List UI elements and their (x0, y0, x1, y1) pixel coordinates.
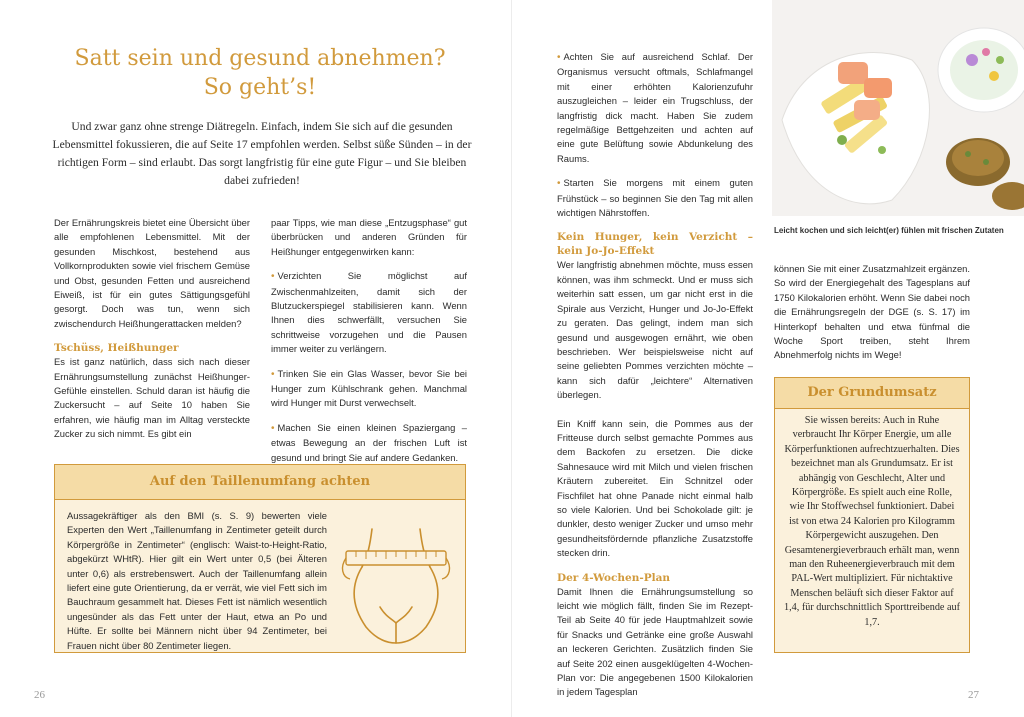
bullet-text: Machen Sie einen kleinen Spaziergang – etwas Bewegung an der frischen Luft ist gesund und bringt Sie auf andere Gedanken. (271, 421, 467, 463)
paragraph: paar Tipps, wie man diese „Entzugsphase“ gut überbrücken und anderen Gründen für Heißhunger entgegenwirken kann: (271, 217, 467, 257)
box-text: Sie wissen bereits: Auch in Ruhe verbraucht Ihr Körper Energie, um alle Körperfunktionen aufrechtzuerhalten. Dies bezeichnet man als Grundumsatz. Er ist abhängig von Geschlecht, Alter und Körpergröße. Es spielt auch eine Rolle, wie Ihr Stoffwechsel funktioniert. Dabei ist von etwa 24 Kalorien pro Kilogramm Körpergewicht auszugehen. Den Gesamtenergieverbrauch erhält man, wenn man den Ruheenergieverbrauch mit dem PAL-Wert multipliziert. Für nichtaktive Menschen beläuft sich dieser Faktor auf 1,4, für durchschnittlich Sporttreibende auf 1,7. (784, 415, 960, 628)
photo-caption: Leicht kochen und sich leicht(er) fühlen mit frischen Zutaten (774, 226, 1004, 235)
intro-paragraph: Und zwar ganz ohne strenge Diätregeln. Einfach, indem Sie sich auf die gesunden Lebensmittel fokussieren, die auf Seite 17 empfohlen werden. Selbst süße Sünden – in der richtigen Form – sind erlaubt. Das sorgt langfristig für eine gute Figur – und Sie bleiben dabei zufrieden! (52, 120, 472, 187)
bullet-item (557, 176, 753, 220)
right-column-2 (774, 262, 970, 373)
bullet-text: Starten Sie morgens mit einem guten Frühstück – so beginnen Sie den Tag mit allen wichtigen Nährstoffen. (557, 177, 753, 219)
box-text: Aussagekräftiger als den BMI (s. S. 9) bewerten viele Experten den Wert „Taillenumfang in Zentimeter geteilt durch Körpergröße in Zentimeter“ (englisch: Waist-to-Height-Ratio, abgekürzt WHtR). Hier gilt ein Wert unter 0,5 (bei Älteren unter 0,6) als erstrebenswert. Auch der Taillenumfang allein liefert eine gute Orientierung, da er verrät, wie viel Fett sich im Bauchraum gesammelt hat. Dieses Fett ist nämlich wesentlich ungesünder als das Fett unter der Haut, etwa an Po und Hüfte. Er sollte bei Männern nicht über 94 Zentimeter, bei Frauen nicht über 80 Zentimeter liegen. (67, 510, 327, 651)
measuring-tape-waist-icon (340, 527, 452, 645)
paragraph: können Sie mit einer Zusatzmahlzeit ergänzen. So wird der Energiegehalt des Tagesplans auf 1750 Kilokalorien erhöht. Wenn Sie dabei noch die Ernährungsregeln der DGE (s. S. 17) im Hinterkopf behalten und etwa fünfmal die Woche Sport treiben, steht Ihrem Abnehmerfolg nichts im Wege! (774, 263, 970, 361)
title-line-1: Satt sein und gesund abnehmen? (74, 46, 446, 71)
bullet-text: Trinken Sie ein Glas Wasser, bevor Sie bei Hunger zum Kühlschrank gehen. Manchmal wird Hunger mit Durst verwechselt. (271, 367, 467, 409)
bullet-dot-icon: • (271, 368, 275, 380)
paragraph: Damit Ihnen die Ernährungsumstellung so leicht wie möglich fällt, finden Sie im Rezept-Teil ab Seite 40 für jede Hauptmahlzeit sowie für Snacks und Getränke eine große Auswahl an leckeren Gerichten. Zusätzlich finden Sie auf Seite 202 einen ausgeklügelten 4-Wochen-Plan vor: Die angegebenen 1500 Kilokalorien in jedem Tagesplan (557, 585, 753, 698)
food-photo-illustration (772, 0, 1024, 216)
bullet-dot-icon: • (557, 52, 561, 63)
page-title (40, 44, 480, 102)
paragraph: Es ist ganz natürlich, dass sich nach dieser Ernährungsumstellung zunächst Heißhunger-Gefühle einstellen. Schuld daran ist häufig die Zuckersucht – auf Seite 10 haben Sie erfahren, wie häufig man im Alltag versteckte Zucker zu sich nimmt. Es gibt ein (54, 356, 250, 440)
box-title: Der Grundumsatz (775, 378, 969, 409)
bullet-item (557, 50, 753, 166)
bullet-dot-icon: • (271, 271, 275, 283)
paragraph: Wer langfristig abnehmen möchte, muss essen können, was ihm schmeckt. Und er muss sich weiterhin satt essen, um gar nicht erst in die Spirale aus Verzicht, Hunger und Jo-Jo-Effekt zu geraten. Das gelingt, indem man sich gesund und ausgewogen ernährt, wie oben beschrieben. Wer beispielsweise nicht auf seine geliebten Pommes verzichten möchte – kann sich dafür „leichtere“ Alternativen überlegen. (557, 259, 753, 401)
info-box-taillenumfang (54, 464, 466, 653)
paragraph: Ein Kniff kann sein, die Pommes aus der Fritteuse durch selbst gemachte Pommes aus dem Backofen zu ersetzen. Die dicke Sahnesauce wird mit Milch und vielen frischen Kräutern zubereitet. Ein Schnitzel oder Fischfilet hat ohne Panade nicht einmal halb so viele Kalorien. Und bei Schokolade gilt: je dunkler, desto weniger Zucker und umso mehr gesundheitsfördernde pflanzliche Zusatzstoffe stecken drin. (557, 417, 753, 559)
left-column-1 (54, 216, 250, 452)
title-line-2: So geht’s! (203, 75, 317, 100)
paragraph: Der Ernährungskreis bietet eine Übersicht über alle empfohlenen Lebensmittel. Mit der gesunden Mischkost, bestehend aus Vollkornprodukten sowie viel frischem Gemüse und Obst, gesunden Fetten und ausreichend Eiweiß, ist für ein gutes Sättigungsgefühl gesorgt. Doch was tun, wenn sich zwischendurch Heißhungerattacken melden? (54, 217, 250, 329)
subhead-4-wochen-plan: Der 4-Wochen-Plan (557, 571, 671, 584)
left-column-2 (271, 216, 467, 475)
subhead-jojo: Kein Hunger, kein Verzicht – kein Jo-Jo-Effekt (557, 231, 753, 258)
info-box-grundumsatz (774, 377, 970, 653)
food-photo (772, 0, 1024, 216)
bullet-item (271, 367, 467, 411)
bullet-item (271, 269, 467, 356)
bullet-text: Verzichten Sie möglichst auf Zwischenmahlzeiten, damit sich der Blutzuckerspiegel stabilisieren kann. Wenn Ihnen dies schwerfällt, versuchen Sie schrittweise vorzugehen und die Pausen immer weiter zu verlängern. (271, 270, 467, 355)
bullet-item (271, 421, 467, 465)
bullet-dot-icon: • (557, 178, 561, 190)
page-number: 26 (34, 689, 45, 701)
bullet-text: Achten Sie auf ausreichend Schlaf. Der Organismus versucht oftmals, Schlafmangel mit einer erhöhten Kalorienzufuhr auszugleichen – leider ein Trugschluss, der langfristig dick macht. Haben Sie zudem regelmäßige Bettgehzeiten und achten auf eine gute Belüftung sowie Abdunkelung des Raums. (557, 51, 753, 164)
right-column-1 (557, 50, 753, 710)
page-number: 27 (968, 689, 979, 701)
box-title: Auf den Taillenumfang achten (55, 465, 465, 500)
bullet-dot-icon: • (271, 422, 275, 434)
subhead-heisshunger: Tschüss, Heißhunger (54, 342, 179, 355)
